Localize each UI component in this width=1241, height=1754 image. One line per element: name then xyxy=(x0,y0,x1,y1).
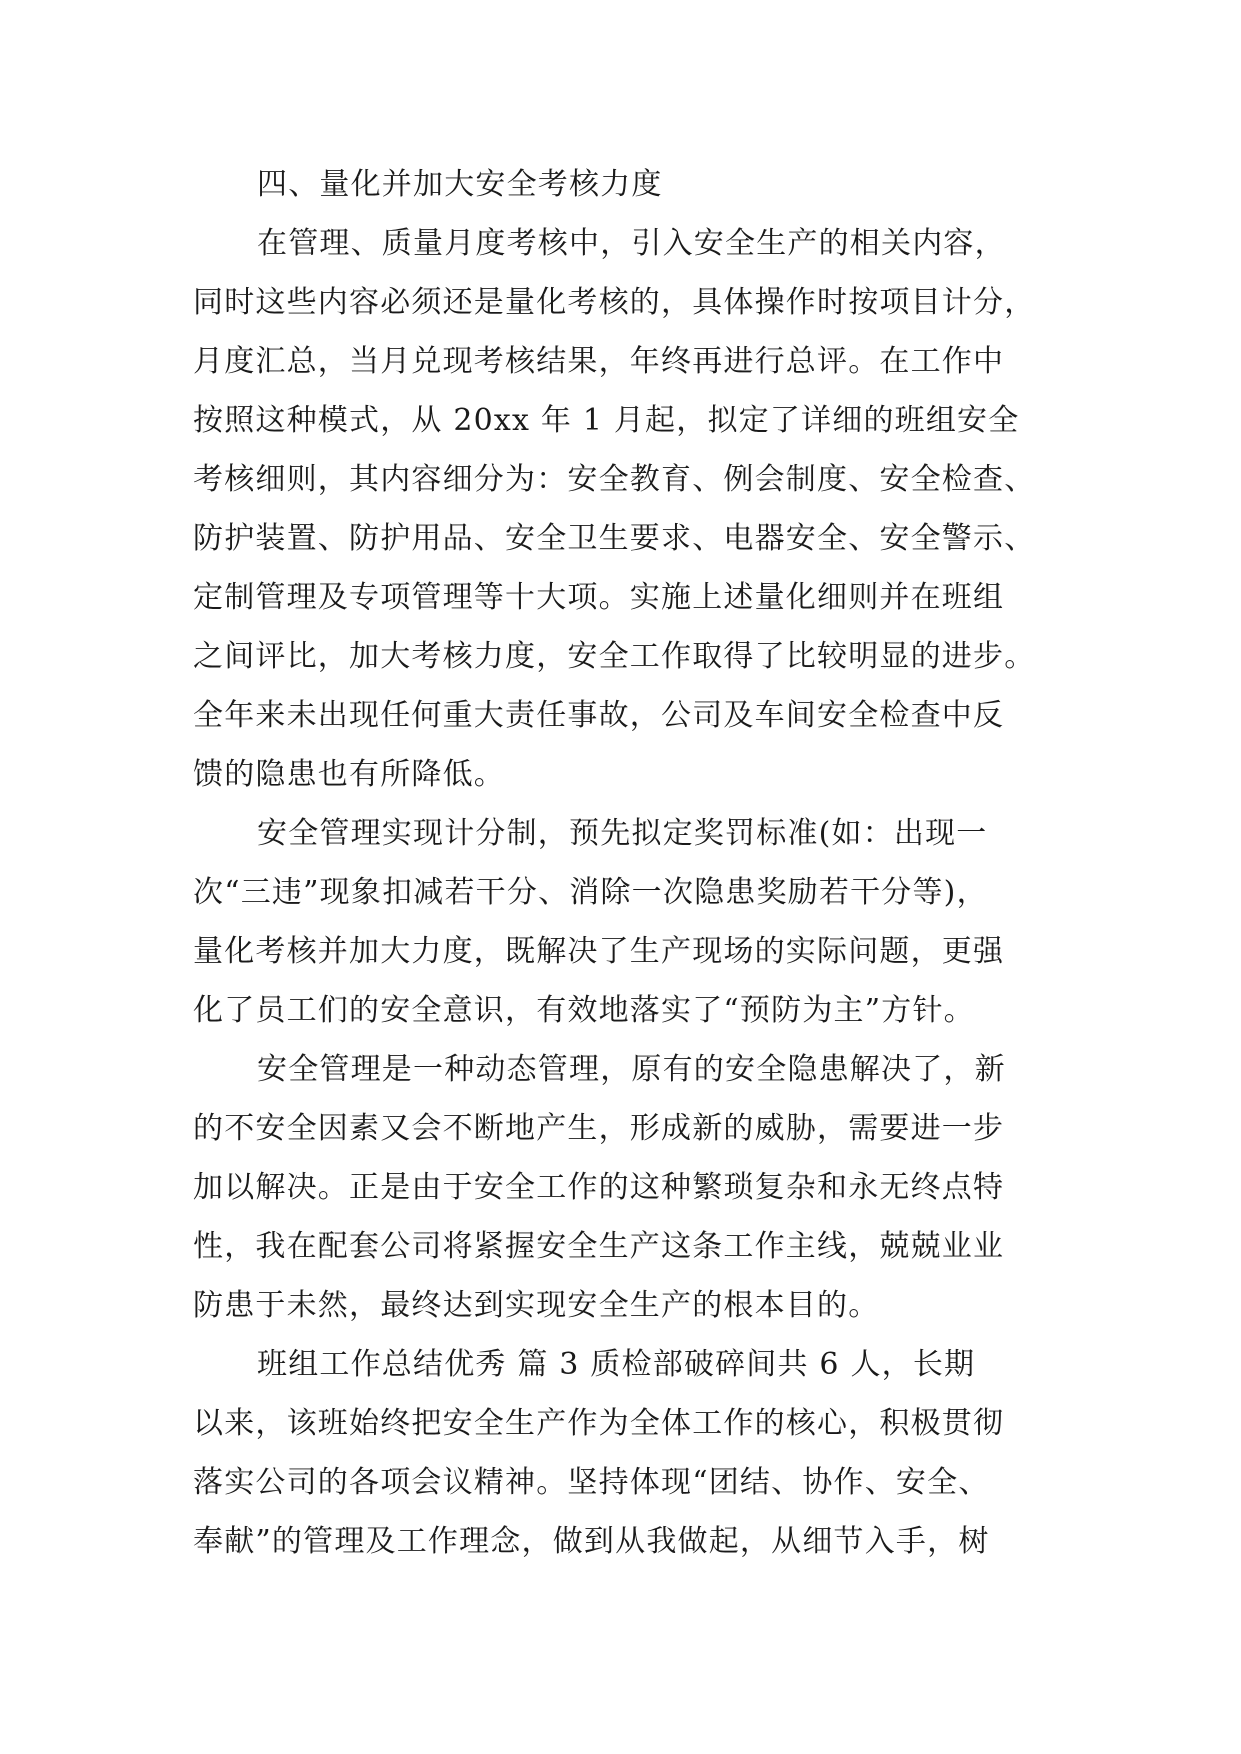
paragraph-line: 安全管理是一种动态管理，原有的安全隐患解决了，新 xyxy=(257,1052,1006,1087)
paragraph-line: 按照这种模式，从 20xx 年 1 月起，拟定了详细的班组安全 xyxy=(193,403,1020,438)
paragraph-line: 安全管理实现计分制，预先拟定奖罚标准(如：出现一 xyxy=(257,816,988,851)
paragraph-line: 化了员工们的安全意识，有效地落实了“预防为主”方针。 xyxy=(193,993,975,1028)
paragraph-line: 次“三违”现象扣减若干分、消除一次隐患奖励若干分等)， xyxy=(193,875,988,910)
paragraph-line: 的不安全因素又会不断地产生，形成新的威胁，需要进一步 xyxy=(193,1111,1005,1146)
paragraph-line: 防患于未然，最终达到实现安全生产的根本目的。 xyxy=(193,1288,880,1323)
paragraph-line: 定制管理及专项管理等十大项。实施上述量化细则并在班组 xyxy=(193,580,1005,615)
section-heading: 四、量化并加大安全考核力度 xyxy=(257,167,663,202)
paragraph-line: 全年来未出现任何重大责任事故，公司及车间安全检查中反 xyxy=(193,698,1005,733)
paragraph-line: 性，我在配套公司将紧握安全生产这条工作主线，兢兢业业 xyxy=(193,1229,1005,1264)
paragraph-line: 之间评比，加大考核力度，安全工作取得了比较明显的进步。 xyxy=(193,639,1036,674)
paragraph-line: 月度汇总，当月兑现考核结果，年终再进行总评。在工作中 xyxy=(193,344,1005,379)
paragraph-line: 防护装置、防护用品、安全卫生要求、电器安全、安全警示、 xyxy=(193,521,1036,556)
paragraph-line: 落实公司的各项会议精神。坚持体现“团结、协作、安全、 xyxy=(193,1465,990,1500)
paragraph-line: 班组工作总结优秀 篇 3 质检部破碎间共 6 人，长期 xyxy=(257,1347,976,1382)
paragraph-line: 加以解决。正是由于安全工作的这种繁琐复杂和永无终点特 xyxy=(193,1170,1005,1205)
paragraph-line: 以来，该班始终把安全生产作为全体工作的核心，积极贯彻 xyxy=(193,1406,1005,1441)
paragraph-line: 在管理、质量月度考核中，引入安全生产的相关内容， xyxy=(257,226,1006,261)
paragraph-line: 同时这些内容必须还是量化考核的，具体操作时按项目计分， xyxy=(193,285,1036,320)
paragraph-line: 馈的隐患也有所降低。 xyxy=(193,757,505,792)
document-body xyxy=(193,155,1073,1571)
paragraph-line: 量化考核并加大力度，既解决了生产现场的实际问题，更强 xyxy=(193,934,1005,969)
paragraph-line: 考核细则，其内容细分为：安全教育、例会制度、安全检查、 xyxy=(193,462,1036,497)
paragraph-line: 奉献”的管理及工作理念，做到从我做起，从细节入手，树 xyxy=(193,1524,990,1559)
